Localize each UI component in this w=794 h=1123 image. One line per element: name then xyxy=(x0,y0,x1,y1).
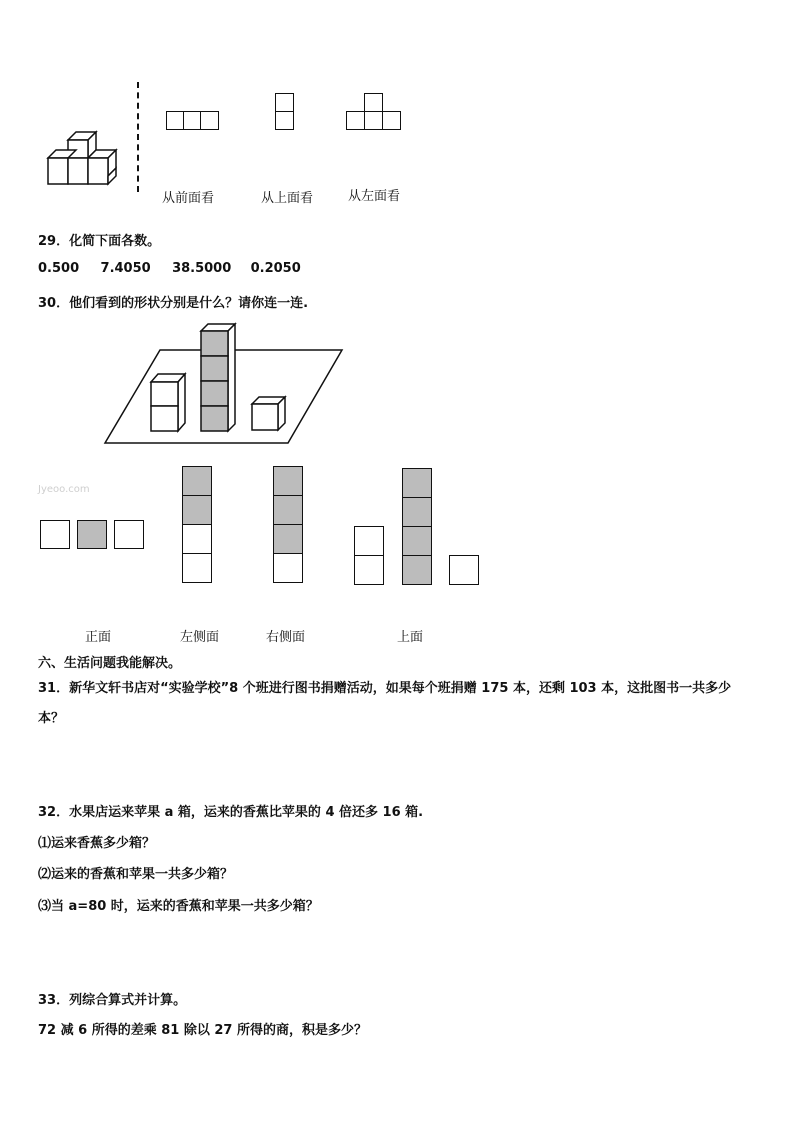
q30-3d-scene xyxy=(100,320,360,450)
q32-title: 32．水果店运来苹果 a 箱，运来的香蕉比苹果的 4 倍还多 16 箱. xyxy=(38,805,424,820)
watermark: Jyeoo.com xyxy=(38,484,90,495)
cube-stack-figure xyxy=(40,125,130,195)
q32-sub2: ⑵运来的香蕉和苹果一共多少箱？ xyxy=(38,867,234,882)
label-left-side: 左侧面 xyxy=(180,630,220,645)
section6-title: 六、生活问题我能解决。 xyxy=(38,656,182,671)
q31-line1: 31．新华文轩书店对“实验学校”8 个班进行图书捐赠活动，如果每个班捐赠 175 本，还剩 103 本，这批图书一共多少 xyxy=(38,681,732,696)
q29-number: 7.4050 xyxy=(100,261,151,276)
q32-sub3: ⑶当 a=80 时，运来的香蕉和苹果一共多少箱？ xyxy=(38,899,319,914)
q29-number: 0.2050 xyxy=(250,261,301,276)
q29-number: 0.500 xyxy=(38,261,80,276)
q33-text: 72 减 6 所得的差乘 81 除以 27 所得的商，积是多少？ xyxy=(38,1023,367,1038)
q29-title: 29．化简下面各数。 xyxy=(38,234,161,249)
label-top: 上面 xyxy=(397,630,424,645)
q29-numbers xyxy=(38,261,301,276)
top-view-label: 从上面看 xyxy=(261,191,314,206)
dashed-divider xyxy=(137,82,139,192)
label-right-side: 右侧面 xyxy=(266,630,306,645)
q29-number: 38.5000 xyxy=(172,261,232,276)
q30-title: 30．他们看到的形状分别是什么？请你连一连. xyxy=(38,296,309,311)
label-front: 正面 xyxy=(85,630,112,645)
left-view-label: 从左面看 xyxy=(348,189,401,204)
q32-sub1: ⑴运来香蕉多少箱？ xyxy=(38,836,156,851)
q31-line2: 本？ xyxy=(38,711,65,726)
front-view-label: 从前面看 xyxy=(162,191,215,206)
q33-title: 33．列综合算式并计算。 xyxy=(38,993,187,1008)
